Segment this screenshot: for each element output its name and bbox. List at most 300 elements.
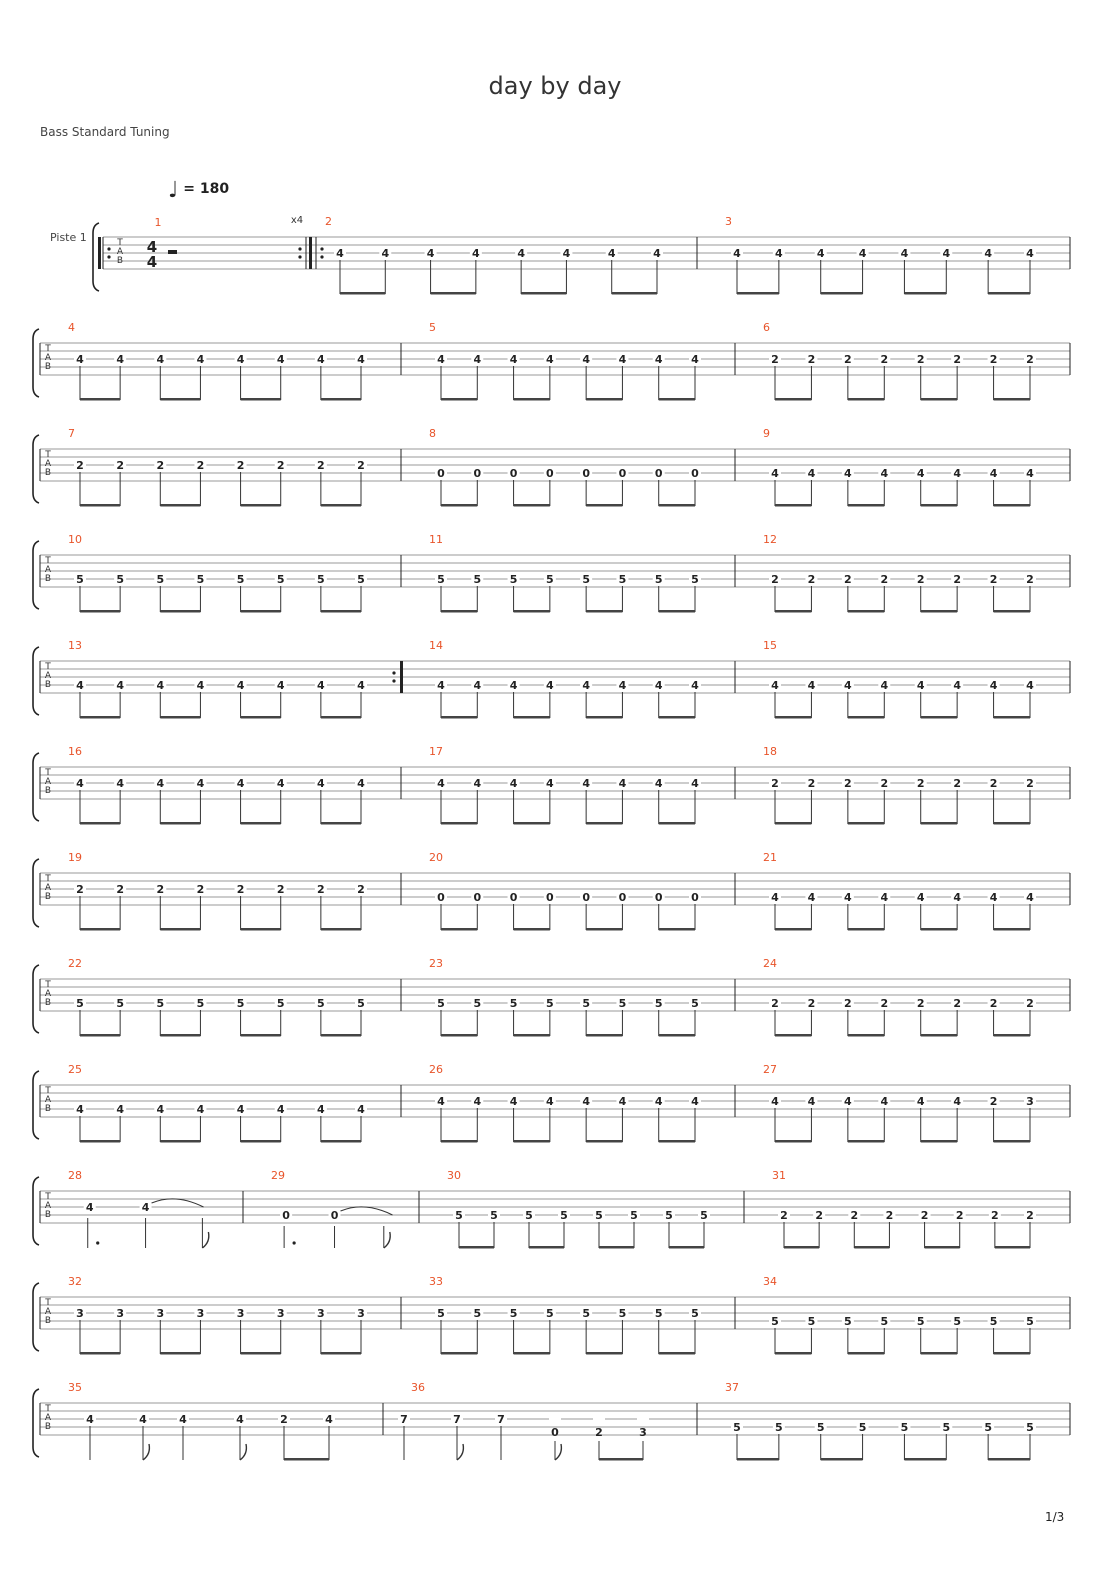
repeat-dot [392, 679, 395, 682]
fret-number: 5 [844, 1315, 852, 1328]
fret-number: 5 [560, 1209, 568, 1222]
fret-number: 4 [509, 1095, 518, 1108]
eighth-beam [848, 1034, 884, 1037]
fret-number: 2 [807, 777, 816, 790]
fret-number: 2 [156, 883, 165, 896]
eighth-beam [514, 1352, 550, 1355]
fret-number: 2 [771, 997, 779, 1010]
fret-number: 0 [437, 891, 445, 904]
eighth-beam [848, 398, 884, 401]
eighth-beam [321, 928, 361, 931]
repeat-thick-bar [98, 237, 101, 269]
fret-number: 2 [953, 573, 961, 586]
fret-number: 4 [582, 679, 590, 692]
tab-system [33, 851, 1070, 931]
fret-number: 2 [880, 997, 889, 1010]
tab-letter: B [44, 468, 52, 478]
eighth-beam [659, 1352, 695, 1355]
fret-number: 4 [357, 679, 365, 692]
fret-number: 5 [984, 1421, 992, 1434]
tab-system [50, 215, 1070, 295]
measure-number: 14 [429, 639, 443, 652]
eighth-beam [659, 398, 695, 401]
fret-number: 2 [844, 777, 852, 790]
eighth-beam [80, 1034, 120, 1037]
tab-letter: B [44, 998, 52, 1008]
repeat-dot [107, 255, 110, 258]
fret-number: 4 [618, 1095, 627, 1108]
eighth-beam [160, 504, 200, 507]
fret-number: 2 [1026, 1209, 1034, 1222]
fret-number: 2 [76, 883, 84, 896]
fret-number: 2 [989, 997, 998, 1010]
fret-number: 4 [357, 1103, 365, 1116]
system-bracket [33, 753, 39, 821]
fret-number: 5 [437, 997, 445, 1010]
fret-number: 4 [196, 679, 205, 692]
eighth-beam [994, 504, 1030, 507]
fret-number: 4 [509, 353, 518, 366]
eighth-beam [321, 716, 361, 719]
eighth-beam [321, 822, 361, 825]
eighth-beam [737, 1458, 779, 1461]
fret-number: 4 [336, 247, 344, 260]
measure-number: 15 [763, 639, 777, 652]
measure-number: 36 [411, 1381, 425, 1394]
fret-number: 4 [775, 247, 783, 260]
fret-number: 4 [236, 1413, 244, 1426]
eighth-beam [321, 398, 361, 401]
measure-number: 23 [429, 957, 443, 970]
fret-number: 5 [509, 573, 518, 586]
fret-number: 4 [807, 1095, 816, 1108]
measure-number: 11 [429, 533, 443, 546]
fret-number: 4 [116, 679, 124, 692]
fret-number: 3 [236, 1307, 245, 1320]
tab-system [33, 1381, 1070, 1461]
fret-number: 4 [437, 353, 445, 366]
measure-number: 37 [725, 1381, 739, 1394]
fret-number: 4 [85, 1201, 94, 1214]
fret-number: 2 [880, 777, 889, 790]
fret-number: 4 [472, 247, 480, 260]
fret-number: 0 [691, 891, 699, 904]
fret-number: 5 [630, 1209, 638, 1222]
tempo-value: = 180 [183, 181, 230, 197]
fret-number: 4 [844, 679, 852, 692]
repeat-count: x4 [290, 215, 304, 226]
eighth-beam [659, 504, 695, 507]
eighth-beam [241, 822, 281, 825]
fret-number: 2 [989, 777, 998, 790]
eighth-beam [659, 1034, 695, 1037]
eighth-beam [775, 1140, 811, 1143]
eighth-beam [988, 292, 1030, 295]
eighth-beam [904, 292, 946, 295]
eighth-beam [586, 398, 622, 401]
eighth-beam [921, 822, 957, 825]
fret-number: 5 [546, 573, 554, 586]
tab-letter: B [44, 1422, 52, 1432]
fret-number: 4 [771, 1095, 779, 1108]
repeat-dot [298, 247, 301, 250]
fret-number: 2 [807, 997, 816, 1010]
fret-number: 4 [473, 777, 482, 790]
fret-number: 2 [276, 883, 285, 896]
fret-number: 0 [509, 467, 518, 480]
fret-number: 2 [989, 353, 998, 366]
fret-number: 0 [618, 467, 627, 480]
system-bracket [33, 647, 39, 715]
tab-letter: B [44, 680, 52, 690]
fret-number: 3 [116, 1307, 124, 1320]
eighth-beam [775, 610, 811, 613]
eighth-beam [80, 398, 120, 401]
eighth-beam [599, 1246, 634, 1249]
fret-number: 4 [880, 891, 889, 904]
fret-number: 4 [546, 353, 554, 366]
fret-number: 7 [497, 1413, 505, 1426]
fret-number: 5 [880, 1315, 889, 1328]
fret-number: 2 [1026, 353, 1034, 366]
fret-number: 0 [509, 891, 518, 904]
fret-number: 4 [691, 777, 699, 790]
eighth-beam [994, 716, 1030, 719]
tab-letter: B [116, 256, 124, 266]
eighth-beam [848, 504, 884, 507]
fret-number: 4 [618, 777, 627, 790]
eighth-beam [854, 1246, 889, 1249]
tab-letter: A [44, 989, 52, 999]
eighth-beam [921, 716, 957, 719]
fret-number: 4 [236, 679, 245, 692]
eighth-beam [904, 1458, 946, 1461]
fret-number: 4 [517, 247, 525, 260]
song-title: day by day [488, 72, 622, 100]
note-bg [549, 1413, 561, 1425]
fret-number: 4 [562, 247, 571, 260]
fret-number: 5 [156, 997, 165, 1010]
fret-number: 4 [156, 353, 165, 366]
fret-number: 4 [844, 1095, 852, 1108]
eighth-beam [775, 504, 811, 507]
eighth-beam [441, 1140, 477, 1143]
tab-letter: A [44, 777, 52, 787]
fret-number: 0 [330, 1209, 339, 1222]
eighth-beam [612, 292, 657, 295]
tab-system [33, 1063, 1070, 1143]
measure-number: 28 [68, 1169, 82, 1182]
fret-number: 2 [916, 997, 925, 1010]
eighth-beam [994, 1034, 1030, 1037]
fret-number: 4 [691, 679, 699, 692]
fret-number: 4 [807, 467, 816, 480]
fret-number: 4 [156, 777, 165, 790]
eighth-beam [459, 1246, 494, 1249]
fret-number: 5 [196, 573, 205, 586]
fret-number: 5 [916, 1315, 925, 1328]
fret-number: 5 [317, 997, 325, 1010]
fret-number: 2 [780, 1209, 788, 1222]
fret-number: 4 [618, 353, 627, 366]
fret-number: 5 [775, 1421, 783, 1434]
eighth-beam [848, 1140, 884, 1143]
track-name: Piste 1 [50, 231, 87, 244]
eighth-beam [775, 1352, 811, 1355]
fret-number: 5 [691, 573, 699, 586]
fret-number: 2 [953, 353, 961, 366]
fret-number: 5 [654, 997, 663, 1010]
eighth-beam [994, 1140, 1030, 1143]
measure-number: 21 [763, 851, 777, 864]
eighth-beam [160, 398, 200, 401]
fret-number: 7 [453, 1413, 461, 1426]
tab-letter: B [44, 574, 52, 584]
tab-letter: A [44, 1413, 52, 1423]
fret-number: 4 [916, 679, 925, 692]
fret-number: 4 [437, 777, 445, 790]
fret-number: 4 [880, 1095, 889, 1108]
fret-number: 0 [654, 891, 663, 904]
measure-number: 31 [772, 1169, 786, 1182]
fret-number: 5 [473, 573, 482, 586]
eighth-beam [160, 1352, 200, 1355]
eighth-beam [441, 928, 477, 931]
fret-number: 4 [844, 891, 852, 904]
fret-number: 4 [654, 1095, 663, 1108]
fret-number: 2 [317, 459, 325, 472]
fret-number: 4 [916, 891, 925, 904]
fret-number: 4 [116, 1103, 124, 1116]
fret-number: 4 [196, 1103, 205, 1116]
tab-letter: B [44, 786, 52, 796]
fret-number: 4 [179, 1413, 187, 1426]
eighth-flag [457, 1444, 463, 1460]
fret-number: 5 [900, 1421, 909, 1434]
eighth-beam [80, 1352, 120, 1355]
eighth-beam [775, 822, 811, 825]
time-signature-bottom: 4 [146, 253, 158, 271]
fret-number: 0 [473, 891, 482, 904]
fret-number: 4 [858, 247, 867, 260]
tab-system [33, 1275, 1070, 1355]
measure-number: 9 [763, 427, 770, 440]
tuning-label: Bass Standard Tuning [40, 125, 170, 139]
eighth-beam [514, 928, 550, 931]
eighth-beam [514, 822, 550, 825]
fret-number: 5 [509, 1307, 518, 1320]
fret-number: 5 [473, 1307, 482, 1320]
tab-system [33, 745, 1070, 825]
fret-number: 4 [325, 1413, 333, 1426]
eighth-beam [599, 1458, 643, 1461]
fret-number: 4 [1026, 679, 1034, 692]
eighth-beam [921, 1140, 957, 1143]
dot-mark [96, 1241, 99, 1244]
fret-number: 5 [654, 573, 663, 586]
measure-number: 20 [429, 851, 443, 864]
fret-number: 4 [236, 777, 245, 790]
eighth-beam [340, 292, 385, 295]
fret-number: 2 [116, 459, 124, 472]
fret-number: 5 [357, 573, 365, 586]
tab-letter: T [45, 874, 51, 884]
tab-system [33, 427, 1070, 507]
fret-number: 5 [236, 997, 245, 1010]
fret-number: 4 [733, 247, 741, 260]
system-bracket [33, 435, 39, 503]
fret-number: 7 [400, 1413, 408, 1426]
fret-number: 2 [156, 459, 165, 472]
measure-number: 32 [68, 1275, 82, 1288]
repeat-dot [107, 247, 110, 250]
page-indicator: 1/3 [1045, 1510, 1065, 1524]
fret-number: 4 [607, 247, 616, 260]
eighth-beam [848, 1352, 884, 1355]
eighth-beam [659, 822, 695, 825]
measure-number: 22 [68, 957, 82, 970]
eighth-beam [669, 1246, 704, 1249]
fret-number: 4 [807, 891, 816, 904]
fret-number: 5 [618, 1307, 627, 1320]
eighth-beam [821, 1458, 863, 1461]
eighth-beam [925, 1246, 960, 1249]
fret-number: 2 [595, 1426, 603, 1439]
fret-number: 2 [844, 353, 852, 366]
tab-letter: T [117, 238, 123, 248]
fret-number: 2 [276, 459, 285, 472]
fret-number: 5 [953, 1315, 961, 1328]
eighth-flag [555, 1444, 561, 1460]
fret-number: 5 [437, 573, 445, 586]
eighth-beam [586, 504, 622, 507]
eighth-beam [784, 1246, 819, 1249]
fret-number: 4 [953, 1095, 961, 1108]
tab-letter: A [44, 565, 52, 575]
tab-letter: A [44, 1095, 52, 1105]
eighth-beam [848, 822, 884, 825]
tab-letter: T [45, 1192, 51, 1202]
eighth-beam [994, 822, 1030, 825]
fret-number: 5 [437, 1307, 445, 1320]
fret-number: 5 [691, 1307, 699, 1320]
fret-number: 4 [989, 891, 998, 904]
fret-number: 4 [771, 891, 779, 904]
fret-number: 5 [858, 1421, 867, 1434]
fret-number: 0 [437, 467, 445, 480]
fret-number: 4 [582, 777, 590, 790]
fret-number: 2 [1026, 997, 1034, 1010]
fret-number: 4 [196, 777, 205, 790]
fret-number: 4 [691, 353, 699, 366]
fret-number: 2 [916, 777, 925, 790]
eighth-beam [921, 928, 957, 931]
eighth-flag [384, 1232, 390, 1248]
fret-number: 5 [618, 573, 627, 586]
eighth-beam [586, 1140, 622, 1143]
fret-number: 4 [381, 247, 390, 260]
fret-number: 4 [236, 353, 245, 366]
fret-number: 0 [582, 467, 590, 480]
eighth-beam [441, 1352, 477, 1355]
eighth-beam [241, 928, 281, 931]
eighth-beam [848, 610, 884, 613]
fret-number: 4 [116, 777, 124, 790]
eighth-beam [241, 1352, 281, 1355]
eighth-beam [659, 716, 695, 719]
fret-number: 5 [582, 573, 590, 586]
fret-number: 5 [816, 1421, 825, 1434]
eighth-beam [514, 1034, 550, 1037]
measure-number: 4 [68, 321, 75, 334]
tab-letter: T [45, 662, 51, 672]
fret-number: 2 [196, 883, 205, 896]
tab-letter: T [45, 768, 51, 778]
eighth-beam [737, 292, 779, 295]
tab-letter: A [44, 1307, 52, 1317]
eighth-beam [586, 1034, 622, 1037]
fret-number: 2 [885, 1209, 894, 1222]
measure-number: 35 [68, 1381, 82, 1394]
fret-number: 2 [850, 1209, 859, 1222]
fret-number: 4 [76, 1103, 84, 1116]
note-bg [593, 1413, 605, 1425]
fret-number: 4 [141, 1201, 150, 1214]
fret-number: 2 [880, 573, 889, 586]
tab-letter: A [44, 1201, 52, 1211]
time-signature-top: 4 [146, 238, 158, 256]
fret-number: 0 [582, 891, 590, 904]
fret-number: 5 [771, 1315, 779, 1328]
eighth-beam [586, 928, 622, 931]
fret-number: 5 [733, 1421, 741, 1434]
fret-number: 2 [807, 573, 816, 586]
fret-number: 2 [771, 573, 779, 586]
fret-number: 4 [691, 1095, 699, 1108]
eighth-beam [441, 822, 477, 825]
measure-number: 29 [271, 1169, 285, 1182]
fret-number: 3 [639, 1426, 647, 1439]
tab-letter: T [45, 980, 51, 990]
eighth-beam [514, 504, 550, 507]
eighth-beam [921, 1352, 957, 1355]
fret-number: 4 [771, 679, 779, 692]
measure-number: 34 [763, 1275, 777, 1288]
eighth-flag [143, 1444, 149, 1460]
eighth-beam [160, 928, 200, 931]
fret-number: 4 [916, 1095, 925, 1108]
fret-number: 3 [276, 1307, 285, 1320]
fret-number: 5 [276, 573, 285, 586]
fret-number: 4 [276, 353, 285, 366]
fret-number: 4 [880, 679, 889, 692]
tab-letter: B [44, 1210, 52, 1220]
eighth-beam [994, 928, 1030, 931]
repeat-dot [298, 255, 301, 258]
measure-number: 1 [154, 216, 162, 229]
fret-number: 4 [953, 891, 961, 904]
eighth-beam [441, 1034, 477, 1037]
eighth-beam [241, 716, 281, 719]
eighth-beam [441, 716, 477, 719]
fret-number: 4 [139, 1413, 147, 1426]
fret-number: 5 [1026, 1315, 1034, 1328]
fret-number: 2 [771, 353, 779, 366]
fret-number: 4 [509, 777, 518, 790]
fret-number: 3 [76, 1307, 84, 1320]
fret-number: 4 [76, 679, 84, 692]
eighth-beam [586, 610, 622, 613]
